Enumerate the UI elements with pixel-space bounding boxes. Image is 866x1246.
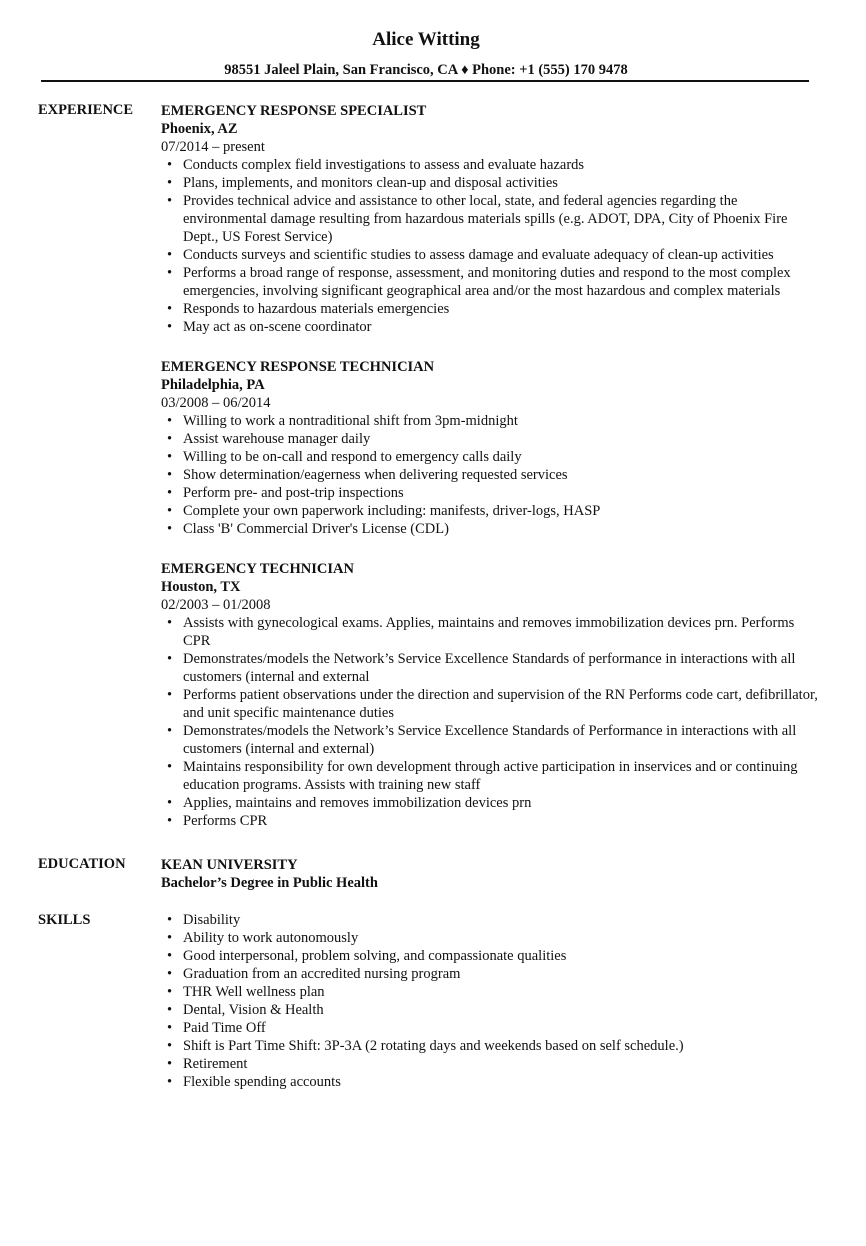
list-item: • Applies, maintains and removes immobilization devices prn xyxy=(183,794,821,812)
job-duties-list xyxy=(161,156,821,336)
list-item: • Maintains responsibility for own development through active participation in inservices and or continuing education programs. Assists with training new staff xyxy=(183,758,821,794)
list-item: • Complete your own paperwork including: manifests, driver-logs, HASP xyxy=(183,502,821,520)
list-item: • Disability xyxy=(183,911,821,929)
job-title: EMERGENCY TECHNICIAN xyxy=(161,561,354,577)
skills-heading: SKILLS xyxy=(38,912,91,928)
education-heading: EDUCATION xyxy=(38,856,126,872)
job-dates: 03/2008 – 06/2014 xyxy=(161,395,271,411)
list-item: • Flexible spending accounts xyxy=(183,1073,821,1091)
list-item: • Provides technical advice and assistance to other local, state, and federal agencies regarding the environmental damage resulting from hazardous materials spills (e.g. ADOT, DPA, City of Phoenix Fire Dept., US Forest Service) xyxy=(183,192,821,246)
list-item: • Performs patient observations under the direction and supervision of the RN Performs code cart, defibrillator, and unit specific maintenance duties xyxy=(183,686,821,722)
list-item: • Assists with gynecological exams. Applies, maintains and removes immobilization devices prn. Performs CPR xyxy=(183,614,821,650)
job-entry xyxy=(161,358,821,538)
list-item: • THR Well wellness plan xyxy=(183,983,821,1001)
skills-list xyxy=(161,911,821,1091)
list-item: • Performs a broad range of response, assessment, and monitoring duties and respond to the most complex emergencies, involving significant geographical area and/or the most hazardous and complex materials xyxy=(183,264,821,300)
experience-heading: EXPERIENCE xyxy=(38,102,134,118)
job-title: EMERGENCY RESPONSE SPECIALIST xyxy=(161,103,427,119)
list-item: • Performs CPR xyxy=(183,812,821,830)
job-location: Phoenix, AZ xyxy=(161,121,238,137)
skills-entry xyxy=(161,911,821,1091)
job-location: Houston, TX xyxy=(161,579,241,595)
job-title: EMERGENCY RESPONSE TECHNICIAN xyxy=(161,359,435,375)
school-name: KEAN UNIVERSITY xyxy=(161,857,298,873)
list-item: • Conducts surveys and scientific studies to assess damage and evaluate adequacy of clean-up activities xyxy=(183,246,821,264)
list-item: • Show determination/eagerness when delivering requested services xyxy=(183,466,821,484)
list-item: • Paid Time Off xyxy=(183,1019,821,1037)
contact-line: 98551 Jaleel Plain, San Francisco, CA ♦ Phone: +1 (555) 170 9478 xyxy=(224,62,628,78)
job-dates: 07/2014 – present xyxy=(161,139,265,155)
degree: Bachelor’s Degree in Public Health xyxy=(161,875,378,891)
job-entry xyxy=(161,560,821,830)
job-entry xyxy=(161,102,821,336)
list-item: • Class 'B' Commercial Driver's License (CDL) xyxy=(183,520,821,538)
job-dates: 02/2003 – 01/2008 xyxy=(161,597,271,613)
list-item: • Demonstrates/models the Network’s Service Excellence Standards of performance in interactions with all customers (internal and external xyxy=(183,650,821,686)
list-item: • Perform pre- and post-trip inspections xyxy=(183,484,821,502)
list-item: • Good interpersonal, problem solving, and compassionate qualities xyxy=(183,947,821,965)
list-item: • Demonstrates/models the Network’s Service Excellence Standards of Performance in interactions with all customers (internal and external) xyxy=(183,722,821,758)
list-item: • Graduation from an accredited nursing program xyxy=(183,965,821,983)
list-item: • Shift is Part Time Shift: 3P-3A (2 rotating days and weekends based on self schedule.) xyxy=(183,1037,821,1055)
list-item: • Plans, implements, and monitors clean-up and disposal activities xyxy=(183,174,821,192)
job-duties-list xyxy=(161,614,821,830)
list-item: • Willing to work a nontraditional shift from 3pm-midnight xyxy=(183,412,821,430)
list-item: • Willing to be on-call and respond to emergency calls daily xyxy=(183,448,821,466)
education-entry xyxy=(161,856,821,892)
list-item: • Dental, Vision & Health xyxy=(183,1001,821,1019)
candidate-name: Alice Witting xyxy=(372,29,480,50)
job-duties-list xyxy=(161,412,821,538)
list-item: • Assist warehouse manager daily xyxy=(183,430,821,448)
list-item: • Responds to hazardous materials emergencies xyxy=(183,300,821,318)
header-divider xyxy=(41,80,809,82)
list-item: • May act as on-scene coordinator xyxy=(183,318,821,336)
list-item: • Retirement xyxy=(183,1055,821,1073)
list-item: • Ability to work autonomously xyxy=(183,929,821,947)
job-location: Philadelphia, PA xyxy=(161,377,265,393)
list-item: • Conducts complex field investigations to assess and evaluate hazards xyxy=(183,156,821,174)
